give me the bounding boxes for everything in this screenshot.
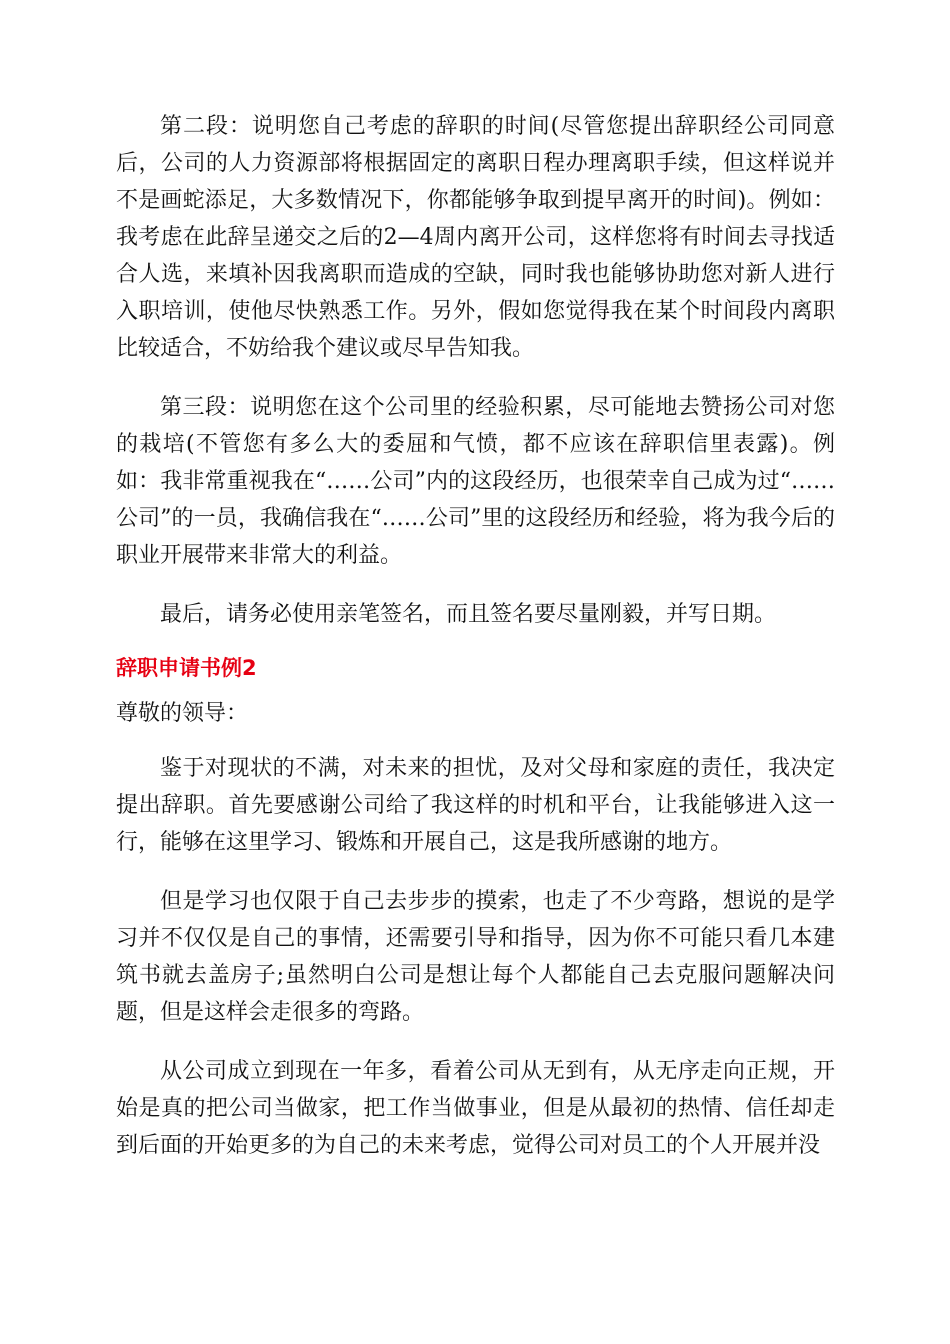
paragraph-signature-advice: 最后，请务必使用亲笔签名，而且签名要尽量刚毅，并写日期。: [160, 602, 777, 627]
example-2-heading: 辞职申请书例2: [116, 656, 257, 680]
letter-paragraph-2: 但是学习也仅限于自己去步步的摸索，也走了不少弯路，想说的是学习并不仅仅是自己的事情，还需要引导和指导，因为你不可能只看几本建筑书就去盖房子;虽然明白公司是想让每个人都能自己去克服问题解决问题，但是这样会走很多的弯路。: [116, 889, 835, 1025]
letter-paragraph-1: 鉴于对现状的不满，对未来的担忧，及对父母和家庭的责任，我决定提出辞职。首先要感谢公司给了我这样的时机和平台，让我能够进入这一行，能够在这里学习、锻炼和开展自己，这是我所感谢的地方。: [116, 756, 835, 855]
paragraph-second-section: 第二段：说明您自己考虑的辞职的时间(尽管您提出辞职经公司同意后，公司的人力资源部将根据固定的离职日程办理离职手续，但这样说并不是画蛇添足，大多数情况下，你都能够争取到提早离开的时间)。例如：我考虑在此辞呈递交之后的2—4周内离开公司，这样您将有时间去寻找适合人选，来填补因我离职而造成的空缺，同时我也能够协助您对新人进行入职培训，使他尽快熟悉工作。另外，假如您觉得我在某个时间段内离职比较适合，不妨给我个建议或尽早告知我。: [116, 114, 835, 361]
letter-salutation: 尊敬的领导：: [116, 701, 249, 726]
document-body: [116, 108, 835, 1164]
paragraph-third-section: 第三段：说明您在这个公司里的经验积累，尽可能地去赞扬公司对您的栽培(不管您有多么大的委屈和气愤，都不应该在辞职信里表露)。例如：我非常重视我在“……公司”内的这段经历，也很荣幸自己成为过“……公司”的一员，我确信我在“……公司”里的这段经历和经验，将为我今后的职业开展带来非常大的利益。: [116, 395, 835, 568]
letter-paragraph-3: 从公司成立到现在一年多，看着公司从无到有，从无序走向正规，开始是真的把公司当做家，把工作当做事业，但是从最初的热情、信任却走到后面的开始更多的为自己的未来考虑，觉得公司对员工的个人开展并没: [116, 1059, 835, 1158]
